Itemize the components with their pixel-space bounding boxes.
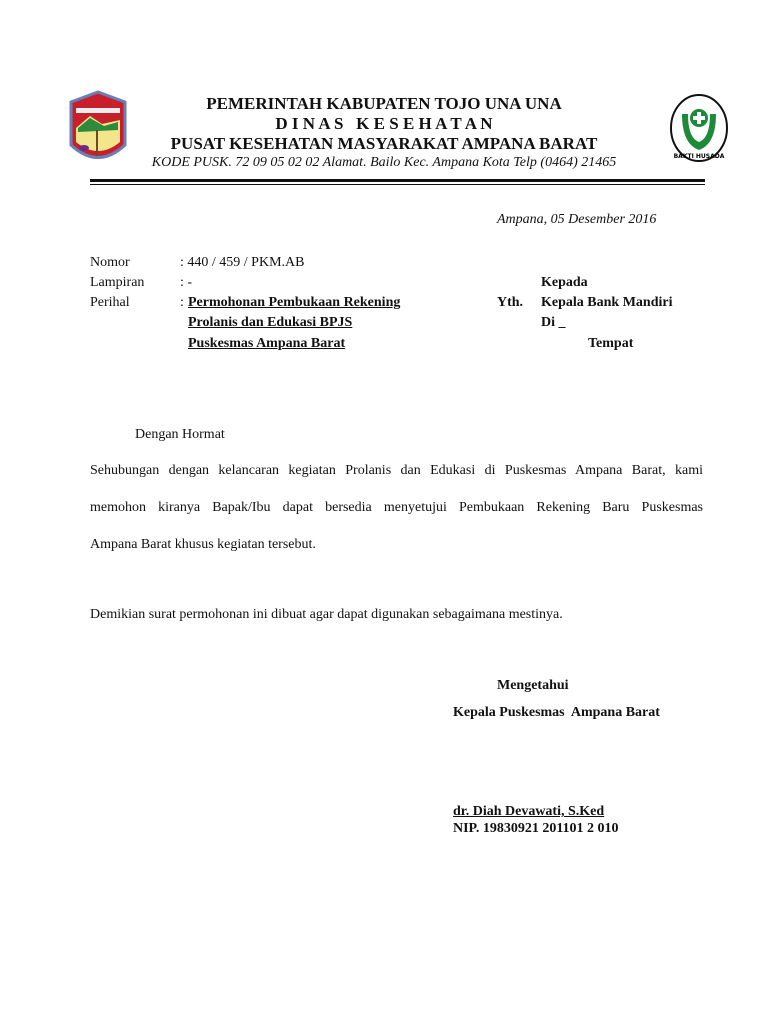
body-paragraph-line: memohon kiranya Bapak/Ibu dapat bersedia menyetujui Pembukaan Rekening Baru Puskesmas bbox=[90, 500, 703, 515]
nomor-value: : 440 / 459 / PKM.AB bbox=[180, 255, 305, 270]
header-institution: PUSAT KESEHATAN MASYARAKAT AMPANA BARAT bbox=[170, 134, 598, 153]
recipient-kepada: Kepada bbox=[541, 275, 588, 290]
perihal-label: Perihal bbox=[90, 295, 130, 310]
body-paragraph-line: Sehubungan dengan kelancaran kegiatan Prolanis dan Edukasi di Puskesmas Ampana Barat, kami bbox=[90, 463, 703, 478]
perihal-line: Puskesmas Ampana Barat bbox=[188, 336, 346, 351]
recipient-di: Di _ bbox=[541, 315, 566, 330]
recipient-yth: Yth. bbox=[497, 295, 524, 310]
signature-position: Kepala Puskesmas Ampana Barat bbox=[453, 705, 660, 720]
header-agency: D I N A S K E S E H A T A N bbox=[275, 114, 493, 133]
lampiran-label: Lampiran bbox=[90, 275, 145, 290]
greeting: Dengan Hormat bbox=[135, 427, 225, 442]
signature-nip: NIP. 19830921 201101 2 010 bbox=[453, 821, 619, 836]
perihal-line: Prolanis dan Edukasi BPJS bbox=[188, 315, 353, 330]
signature-name: dr. Diah Devawati, S.Ked bbox=[453, 804, 605, 819]
recipient-tempat: Tempat bbox=[588, 336, 634, 351]
signature-mengetahui: Mengetahui bbox=[497, 678, 569, 693]
header-government: PEMERINTAH KABUPATEN TOJO UNA UNA bbox=[206, 94, 562, 113]
nomor-label: Nomor bbox=[90, 255, 130, 270]
recipient-name: Kepala Bank Mandiri bbox=[541, 295, 673, 310]
perihal-line: Permohonan Pembukaan Rekening bbox=[188, 295, 401, 310]
perihal-colon: : bbox=[180, 295, 184, 310]
header-divider bbox=[90, 179, 705, 182]
letter-date: Ampana, 05 Desember 2016 bbox=[497, 212, 657, 227]
lampiran-value: : - bbox=[180, 275, 193, 290]
closing-paragraph: Demikian surat permohonan ini dibuat agar dapat digunakan sebagaimana mestinya. bbox=[90, 607, 563, 622]
logo-text: BAKTI HUSADA bbox=[673, 153, 725, 160]
header-divider-thin bbox=[90, 184, 705, 185]
body-paragraph-line: Ampana Barat khusus kegiatan tersebut. bbox=[90, 537, 316, 552]
header-address: KODE PUSK. 72 09 05 02 02 Alamat. Bailo Kec. Ampana Kota Telp (0464) 21465 bbox=[151, 155, 617, 170]
